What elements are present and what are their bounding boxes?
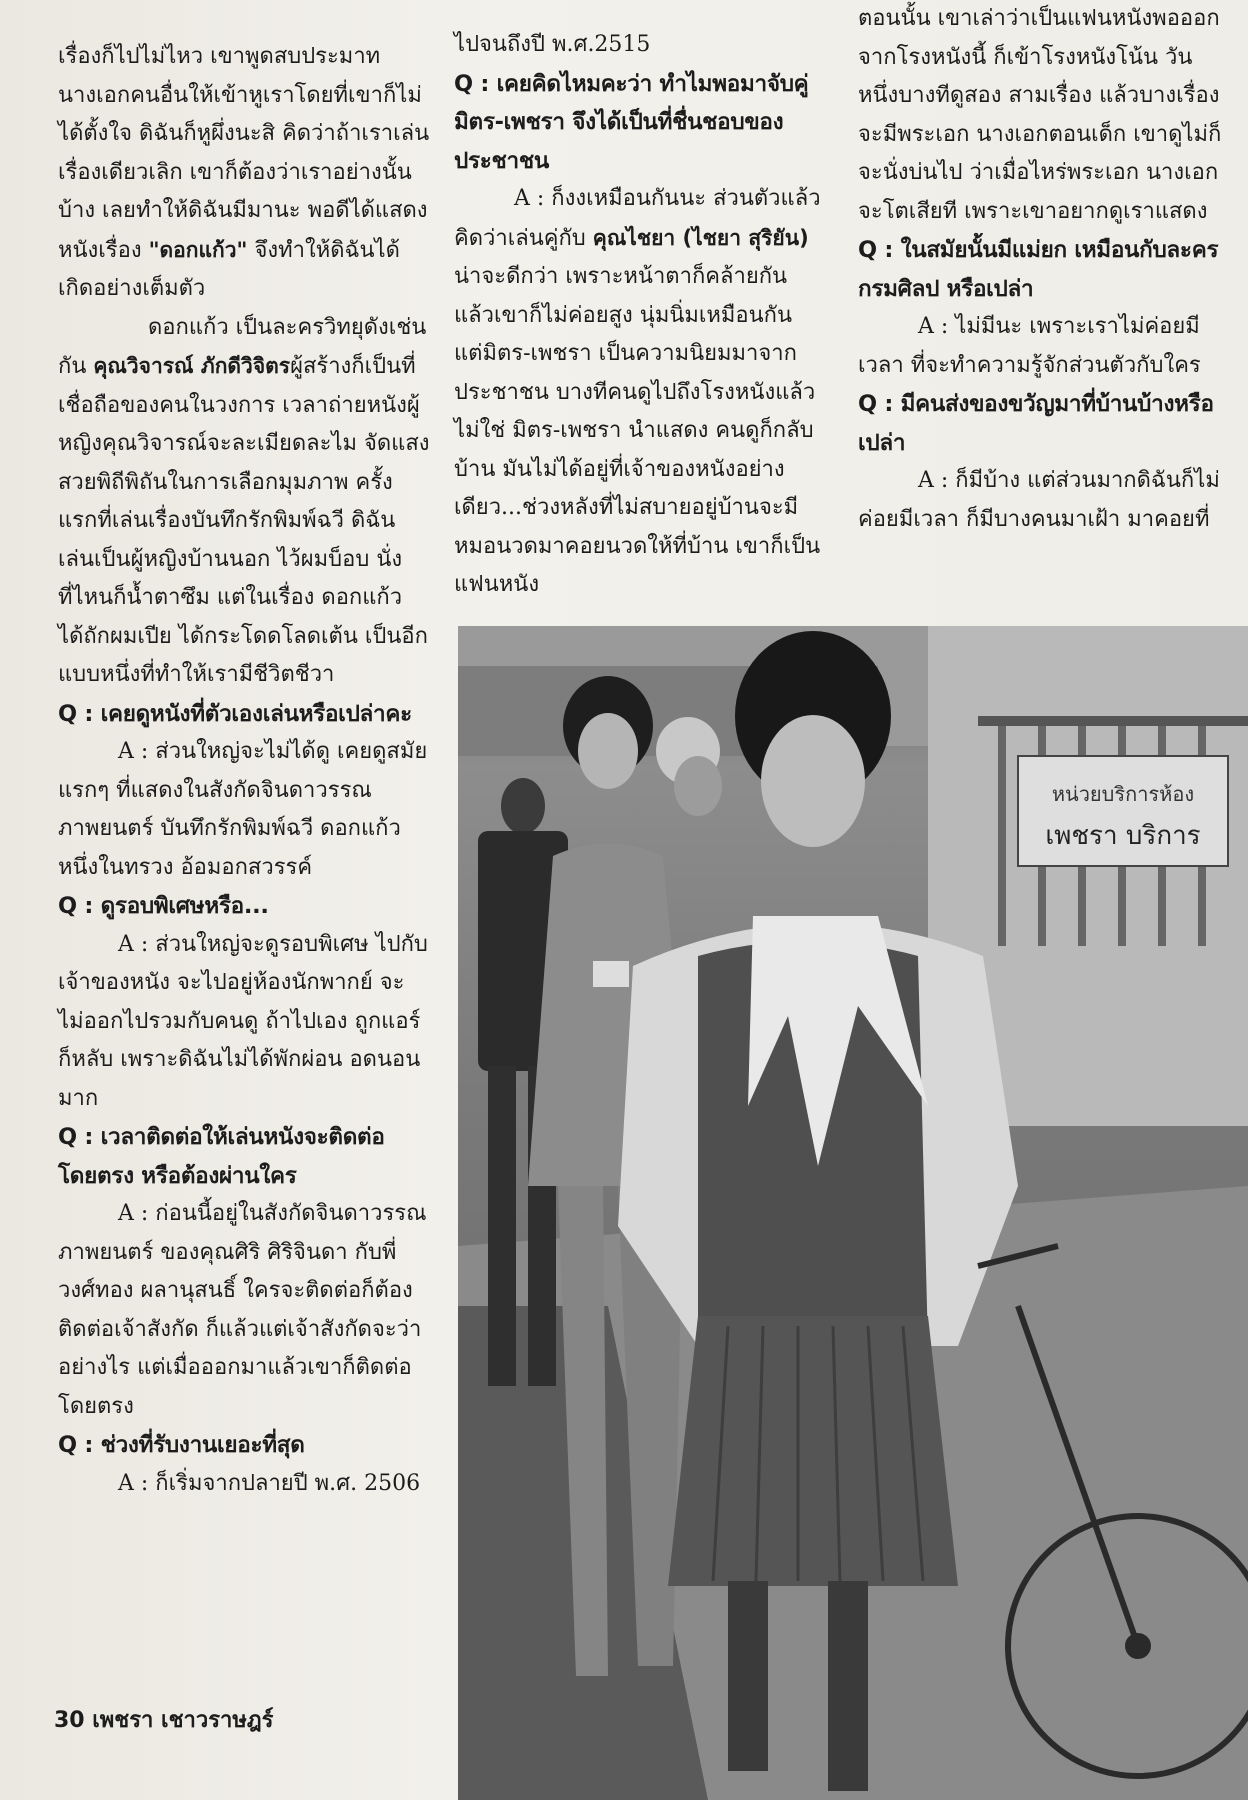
question-heading: Q : ช่วงที่รับงานเยอะที่สุด xyxy=(58,1432,305,1458)
sign-text-line1: หน่วยบริการห้อง xyxy=(1051,782,1195,806)
paragraph-text: เรื่องก็ไปไม่ไหว เขาพูดสบประมาทนางเอกคนอื่นให้เข้าหูเราโดยที่เขาก็ไม่ได้ตั้งใจ ดิฉันก็หูผึ่งนะสิ คิดว่าถ้าเราเล่นเรื่องเดียวเลิก เขาก็ต้องว่าเราอย่างนั้นบ้าง เลยทำให้ดิฉันมีมานะ พอดีได้แสดงหนังเรื่อง xyxy=(58,44,430,263)
text-column-1 xyxy=(58,38,430,1503)
paragraph-text: จึงทำให้ดิฉันได้เกิดอย่างเต็มตัว xyxy=(58,237,400,301)
person-name-bold: คุณไชยา (ไชยา สุริยัน) xyxy=(592,225,809,250)
question-heading: Q : เคยคิดไหมคะว่า ทำไมพอมาจับคู่ มิตร-เพชรา จึงได้เป็นที่ชื่นชอบของประชาชน xyxy=(454,70,809,174)
paragraph-text: ผู้สร้างก็เป็นที่เชื่อถือของคนในวงการ เวลาถ่ายหนังผู้หญิงคุณวิจารณ์จะละเมียดละไม จัดแสงสวยพิถีพิถันในการเลือกมุมภาพ ครั้งแรกที่เล่นเรื่องบันทึกรักพิมพ์ฉวี ดิฉันเล่นเป็นผู้หญิงบ้านนอก ไว้ผมบ็อบ นั่งที่ไหนก็น้ำตาซึม แต่ในเรื่อง ดอกแก้ว ได้ถักผมเปีย ได้กระโดดโลดเต้น เป็นอีกแบบหนึ่งที่ทำให้เรามีชีวิตชีวา xyxy=(58,354,430,687)
paragraph: ไปจนถึงปี พ.ศ.2515 xyxy=(454,32,651,57)
paragraph-text: A : ก็งงเหมือนกันนะ ส่วนตัวแล้วคิดว่าเล่นคู่กับ xyxy=(454,186,821,251)
question-heading: Q : ในสมัยนั้นมีแม่ยก เหมือนกับละครกรมศิลป หรือเปล่า xyxy=(858,237,1219,302)
answer-paragraph: A : ก็เริ่มจากปลายปี พ.ศ. 2506 xyxy=(118,1470,421,1496)
question-heading: Q : เวลาติดต่อให้เล่นหนังจะติดต่อโดยตรง หรือต้องผ่านใคร xyxy=(58,1124,385,1189)
text-column-2 xyxy=(454,26,826,605)
page-footer: 30 เพชรา เชาวราษฎร์ xyxy=(54,1708,274,1733)
answer-paragraph xyxy=(454,180,826,605)
sign-text-line2: เพชรา บริการ xyxy=(1045,821,1201,851)
question-heading: Q : เคยดูหนังที่ตัวเองเล่นหรือเปล่าคะ xyxy=(58,700,412,727)
text-column-3 xyxy=(858,0,1230,539)
answer-paragraph: A : ส่วนใหญ่จะไม่ได้ดู เคยดูสมัยแรกๆ ที่แสดงในสังกัดจินดาวรรณภาพยนตร์ บันทึกรักพิมพ์ฉวี ดอกแก้ว หนึ่งในทรวง อ้อมอกสวรรค์ xyxy=(58,739,428,880)
answer-paragraph: A : ก็มีบ้าง แต่ส่วนมากดิฉันก็ไม่ค่อยมีเวลา ก็มีบางคนมาเฝ้า มาคอยที่ xyxy=(858,468,1220,532)
answer-paragraph: A : ไม่มีนะ เพราะเราไม่ค่อยมีเวลา ที่จะทำความรู้จักส่วนตัวกับใคร xyxy=(858,314,1201,378)
paragraph-text: ดอกแก้ว เป็นละครวิทยุดังเช่นกัน xyxy=(58,314,427,379)
answer-paragraph: A : ส่วนใหญ่จะดูรอบพิเศษ ไปกับเจ้าของหนัง จะไปอยู่ห้องนักพากย์ จะไม่ออกไปรวมกับคนดู ถ้าไปเอง ถูกแอร์ ก็หลับ เพราะดิฉันไม่ได้พักผ่อน อดนอนมาก xyxy=(58,931,428,1111)
photo-illustration xyxy=(458,626,1248,1800)
paragraph xyxy=(58,38,430,309)
question-heading: Q : มีคนส่งของขวัญมาที่บ้านบ้างหรือเปล่า xyxy=(858,391,1214,456)
answer-paragraph: A : ก่อนนี้อยู่ในสังกัดจินดาวรรณภาพยนตร์ ของคุณศิริ ศิริจินดา กับพี่วงศ์ทอง ผลานุสนธิ์ ใครจะติดต่อก็ต้องติดต่อเจ้าสังกัด ก็แล้วแต่เจ้าสังกัดจะว่าอย่างไร แต่เมื่อออกมาแล้วเขาก็ติดต่อโดยตรง xyxy=(58,1201,427,1419)
black-white-photograph xyxy=(458,626,1248,1800)
film-title-bold: "ดอกแก้ว" xyxy=(148,237,248,262)
paragraph-text: น่าจะดีกว่า เพราะหน้าตาก็คล้ายกัน แล้วเขาก็ไม่ค่อยสูง นุ่มนิ่มเหมือนกัน แต่มิตร-เพชรา เป็นความนิยมมาจากประชาชน บางทีคนดูไปถึงโรงหนังแล้วไม่ใช่ มิตร-เพชรา นำแสดง คนดูก็กลับบ้าน มันไม่ได้อยู่ที่เจ้าของหนังอย่างเดียว...ช่วงหลังที่ไม่สบายอยู่บ้านจะมีหมอนวดมาคอยนวดให้ที่บ้าน เขาก็เป็นแฟนหนัง xyxy=(454,264,821,597)
paragraph: ตอนนั้น เขาเล่าว่าเป็นแฟนหนังพอออกจากโรงหนังนี้ ก็เข้าโรงหนังโน้น วันหนึ่งบางทีดูสอง สามเรื่อง แล้วบางเรื่องจะมีพระเอก นางเอกตอนเด็ก เขาดูไม่ก็จะนั่งบ่นไป ว่าเมื่อไหร่พระเอก นางเอกจะโตเสียที เพราะเขาอยากดูเราแสดง xyxy=(858,6,1222,224)
woman-with-flower-hair xyxy=(656,717,722,816)
paragraph xyxy=(58,309,430,695)
question-heading: Q : ดูรอบพิเศษหรือ... xyxy=(58,893,269,919)
person-name-bold: คุณวิจารณ์ ภักดีวิจิตร xyxy=(93,354,291,378)
